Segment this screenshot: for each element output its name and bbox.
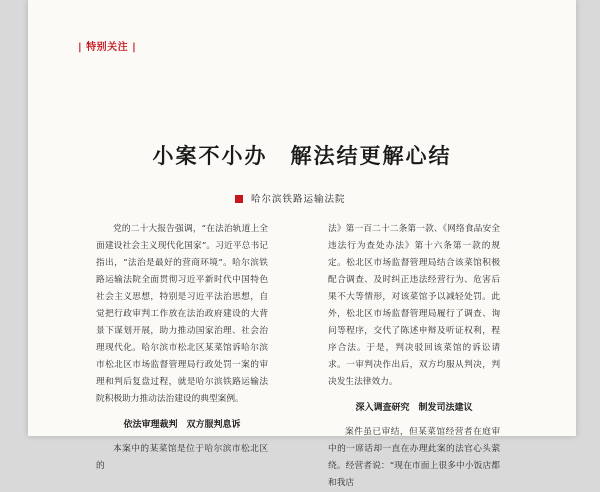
right-column: [328, 221, 500, 492]
left-paragraph-2: 本案中的某菜馆是位于哈尔滨市松北区的: [96, 444, 268, 471]
right-paragraph-2: 案件虽已审结，但某菜馆经营者在庭审中的一席话却一直在办理此案的法官心头萦绕。经营者说：“现在市面上很多中小饭店都和我店: [328, 427, 500, 488]
byline: [235, 191, 346, 205]
section-label: [78, 38, 136, 53]
journal-page: [28, 0, 576, 488]
right-subheading: 深入调查研究 制发司法建议: [355, 403, 473, 413]
section-bar-left: |: [78, 42, 83, 53]
section-bar-right: |: [132, 42, 137, 53]
section-label-text: 特别关注: [86, 42, 129, 53]
right-paragraph-1: 法》第一百二十二条第一款、《网络食品安全违法行为查处办法》第十六条第一款的规定。松北区市场监督管理局结合该菜馆积极配合调查、及时纠正违法经营行为、危害后果不大等情形，对该菜馆予以减轻处罚。此外，松北区市场监督管理局履行了调查、询问等程序，交代了陈述申辩及听证权利，程序合法。于是，判决驳回该菜馆的诉讼请求。一审判决作出后，双方均服从判决，判决发生法律效力。: [328, 224, 500, 387]
left-column: [96, 221, 268, 475]
red-square-icon: [235, 195, 243, 203]
article-title: 小案不小办 解法结更解心结: [152, 143, 452, 168]
byline-author: 哈尔滨铁路运输法院: [251, 194, 346, 205]
left-subheading: 依法审理裁判 双方服判息诉: [123, 420, 241, 430]
left-paragraph-1: 党的二十大报告强调，“在法治轨道上全面建设社会主义现代化国家”。习近平总书记指出，“法治是最好的营商环境”。哈尔滨铁路运输法院全面贯彻习近平新时代中国特色社会主义思想，特别是习近平法治思想，自觉把行政审判工作放在法治政府建设的大背景下谋划开展，助力推动国家治理、社会治理现代化。哈尔滨市松北区某菜馆诉哈尔滨市松北区市场监督管理局行政处罚一案的审理和判后复盘过程，就是哈尔滨铁路运输法院积极助力推动法治建设的典型案例。: [96, 224, 268, 404]
